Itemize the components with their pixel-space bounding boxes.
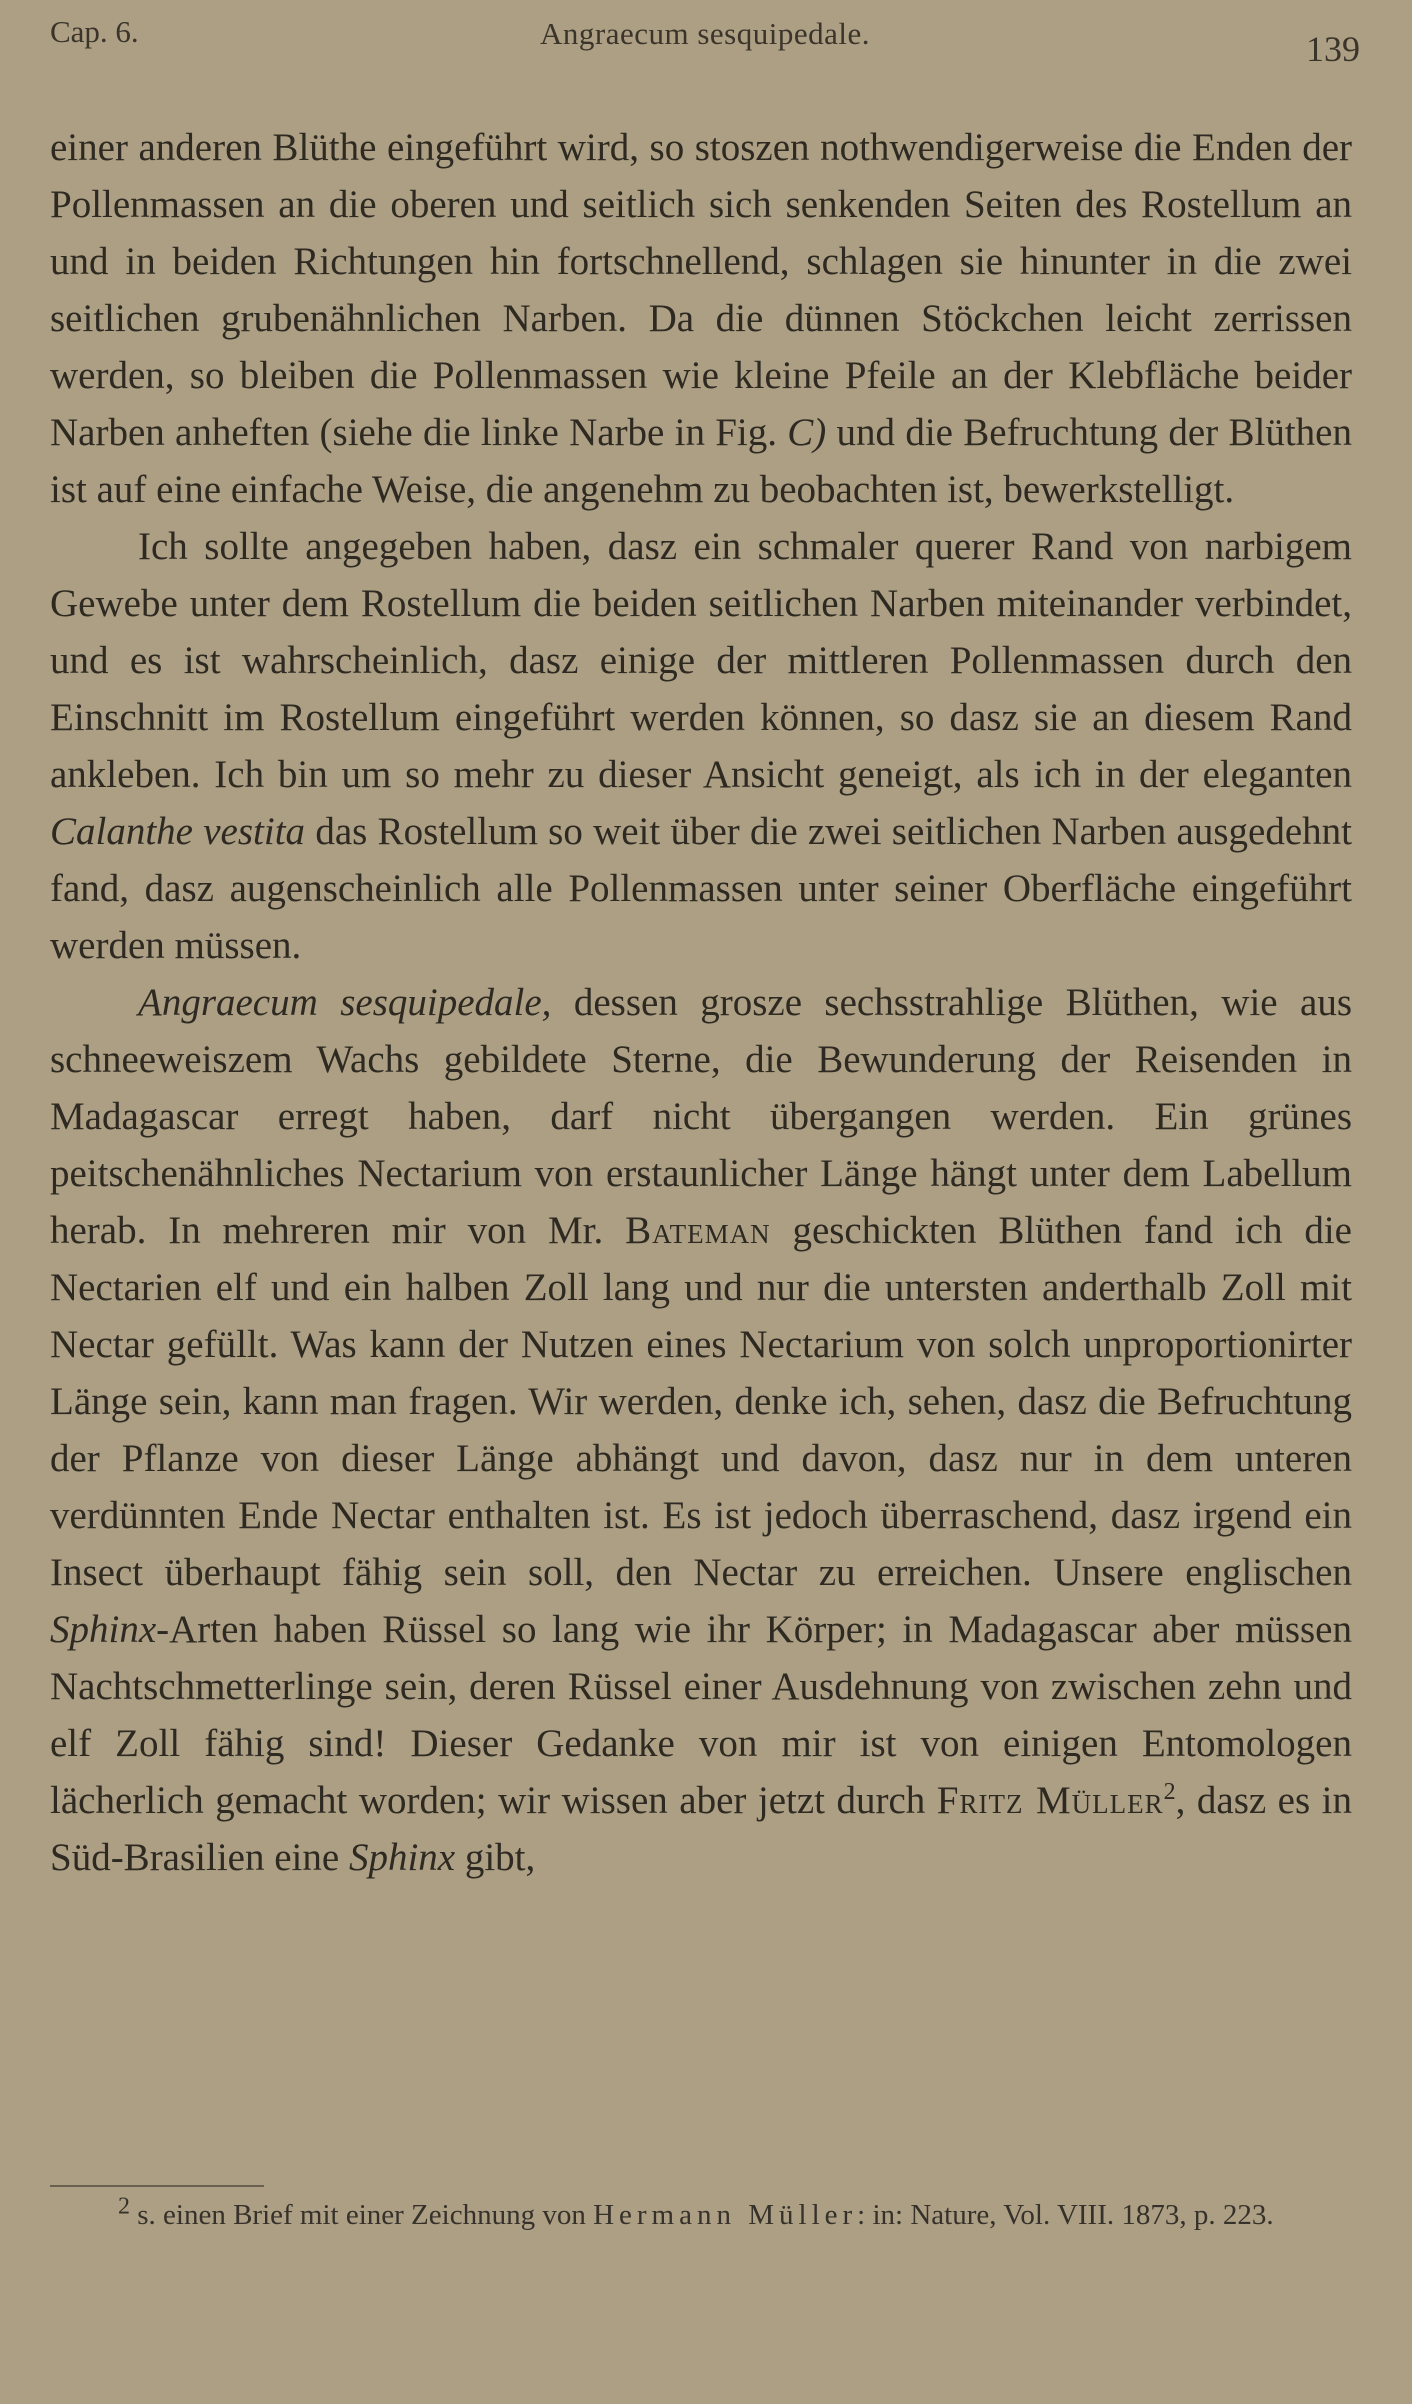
paragraph-3 [50,974,1352,1886]
running-header [50,14,1360,69]
species-name-angraecum: Angraecum sesquipedale, [138,981,552,1024]
footnote-text-b: : in: Nature, Vol. VIII. 1873, p. 223. [857,2199,1274,2231]
genus-name-sphinx: Sphinx [50,1608,157,1651]
footnote-number: 2 [118,2193,130,2220]
paragraph-3-text-e: gibt, [455,1836,536,1879]
footnote-author: Hermann Müller [593,2199,858,2231]
paragraph-2-text-a: Ich sollte angegeben haben, dasz ein schmaler querer Rand von narbigem Gewebe unter dem Rostellum die beiden seitlichen Narben miteinander verbindet, und es ist wahrscheinlich, dasz einige der mittleren Pollenmassen durch den Einschnitt im Rostellum eingeführt werden können, so dasz sie an diesem Rand ankleben. Ich bin um so mehr zu dieser Ansicht geneigt, als ich in der eleganten [50,525,1352,796]
paragraph-3-text-d: , dasz es in Süd-Brasilien eine [50,1779,1352,1879]
chapter-label: Cap. 6. [50,14,139,49]
paragraph-1-end: und die Befruchtung der Blüthen ist auf eine einfache Weise, die angenehm zu beobachten ist, bewerkstelligt. [50,411,1352,511]
footnote-marker: 2 [1163,1779,1176,1805]
running-title: Angraecum sesquipedale. [540,16,870,51]
person-name-fritz-muller: Fritz Müller [936,1779,1164,1822]
species-name-calanthe: Calanthe vestita [50,810,306,853]
paragraph-1-text: einer anderen Blüthe eingeführt wird, so stoszen nothwendigerweise die Enden der Pollenmassen an die oberen und seitlich sich senkenden Seiten des Rostellum an und in beiden Richtungen hin fortschnellend, schlagen sie hinunter in die zwei seitlichen grubenähnlichen Narben. Da die dünnen Stöckchen leicht zerrissen werden, so bleiben die Pollenmassen wie kleine Pfeile an der Klebfläche beider Narben anheften (siehe die linke Narbe in Fig. [50,126,1352,454]
paragraph-2-text-b: das Rostellum so weit über die zwei seitlichen Narben ausgedehnt fand, dasz augenscheinlich alle Pollenmassen unter seiner Oberfläche eingeführt werden müssen. [50,810,1352,967]
person-name-bateman: Bateman [625,1209,771,1252]
footnote [50,2193,1352,2238]
footnote-divider [50,2185,264,2187]
paragraph-1 [50,119,1352,518]
page-number: 139 [1306,29,1360,69]
paragraph-3-text-a: dessen grosze sechsstrahlige Blüthen, wie aus schneeweiszem Wachs gebildete Sterne, die Bewunderung der Reisenden in Madagascar erregt haben, darf nicht übergangen werden. Ein grünes peitschenähnliches Nectarium von erstaunlicher Länge hängt unter dem Labellum herab. In mehreren mir von Mr. [50,981,1352,1252]
body-text [50,119,1352,1886]
paragraph-3-text-c: -Arten haben Rüssel so lang wie ihr Körper; in Madagascar aber müssen Nachtschmetterlinge sein, deren Rüssel einer Ausdehnung von zwischen zehn und elf Zoll fähig sind! Dieser Gedanke von mir ist von einigen Entomologen lächerlich gemacht worden; wir wissen aber jetzt durch [50,1608,1352,1822]
figure-reference: C) [787,411,827,454]
paragraph-3-text-b: geschickten Blüthen fand ich die Nectarien elf und ein halben Zoll lang und nur die untersten anderthalb Zoll mit Nectar gefüllt. Was kann der Nutzen eines Nectarium von solch unproportionirter Länge sein, kann man fragen. Wir werden, denke ich, sehen, dasz die Befruchtung der Pflanze von dieser Länge abhängt und davon, dasz nur in dem unteren verdünnten Ende Nectar enthalten ist. Es ist jedoch überraschend, dasz irgend ein Insect überhaupt fähig sein soll, den Nectar zu erreichen. Unsere englischen [50,1209,1352,1594]
genus-name-sphinx-2: Sphinx [348,1836,456,1879]
footnote-text-a: s. einen Brief mit einer Zeichnung von [130,2199,594,2231]
paragraph-2 [50,518,1352,974]
footnote-body [50,2193,1352,2238]
